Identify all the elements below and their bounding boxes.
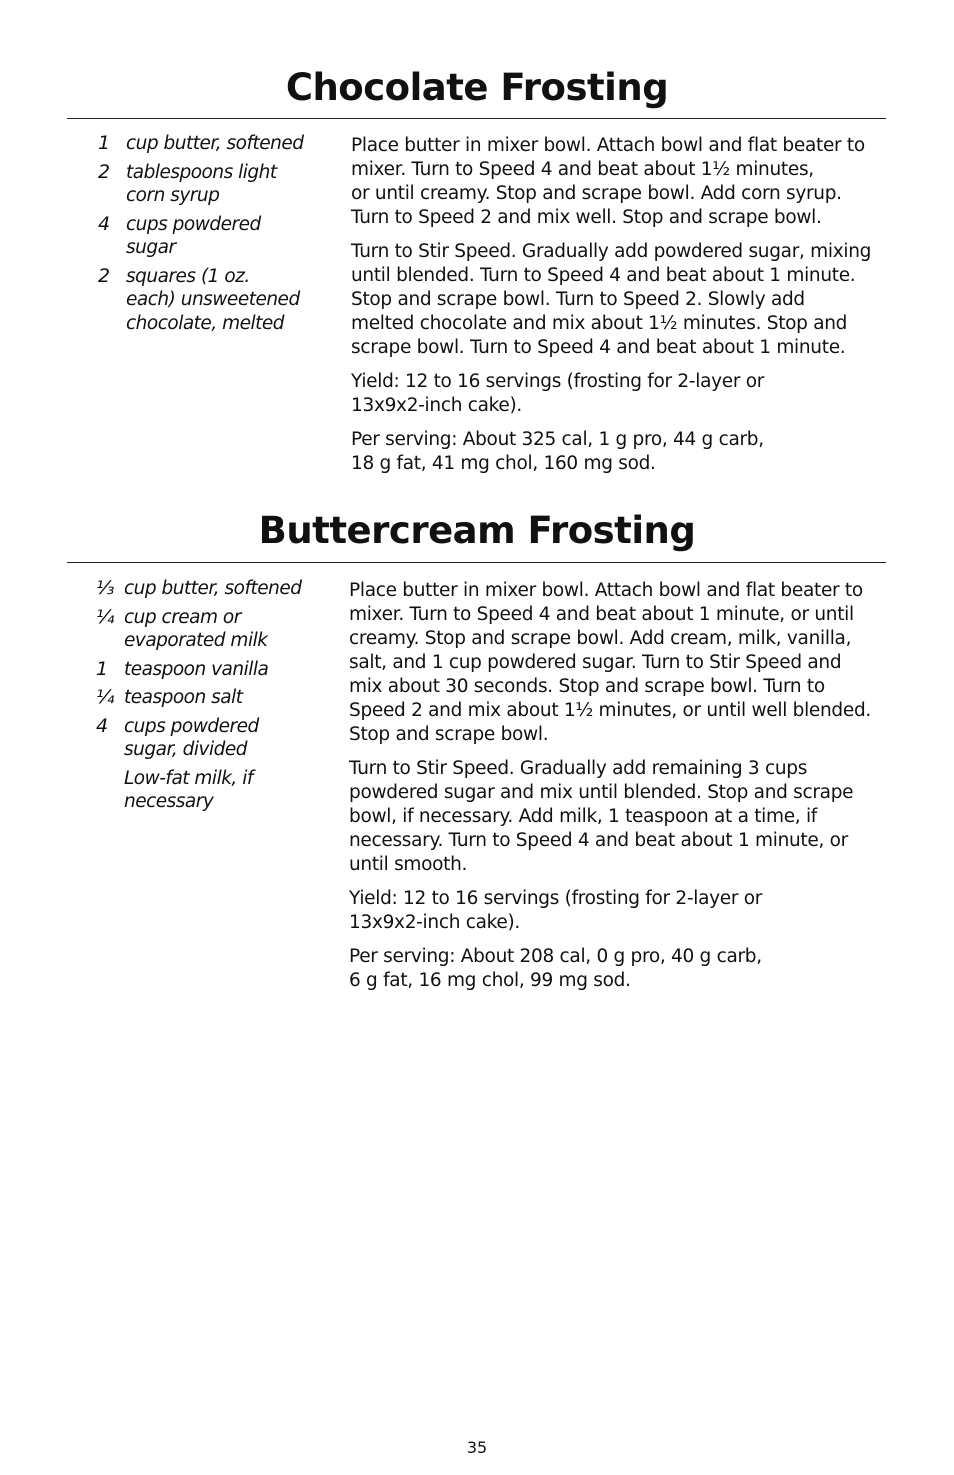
method-paragraph: Turn to Stir Speed. Gradually add remaining 3 cups powdered sugar and mix until blended. Stop and scrape bowl, if necessary. Add milk, 1 teaspoon at a time, if necessary. Turn to Speed 4 and beat about 1 minute, or until smooth. (349, 758, 854, 875)
yield-text: Yield: 12 to 16 servings (frosting for 2-layer or 13x9x2-inch cake). (351, 371, 765, 416)
method-paragraph: Place butter in mixer bowl. Attach bowl and flat beater to mixer. Turn to Speed 4 and beat about 1½ minutes, or until creamy. Stop and scrape bowl. Add corn syrup. Turn to Speed 2 and mix well. Stop and scrape bowl. (351, 135, 865, 228)
recipe-buttercream-frosting (0, 507, 954, 991)
ingredient-text: cup cream or evaporated milk (124, 606, 268, 651)
title-divider (67, 118, 886, 119)
ingredient-text: cups powdered sugar (126, 213, 261, 258)
ingredient-quantity: 2 (98, 264, 111, 287)
ingredient-quantity: 1 (98, 132, 111, 154)
ingredient-quantity: ⅓ (96, 577, 115, 599)
recipe-title: Buttercream Frosting (258, 509, 696, 552)
ingredient-list (96, 577, 336, 819)
ingredient-list (98, 132, 338, 340)
ingredient-quantity: 2 (98, 160, 111, 183)
ingredient-item (98, 213, 338, 260)
ingredient-text: Low-fat milk, if necessary (124, 767, 253, 812)
method-text (349, 579, 889, 1003)
ingredient-item (98, 161, 338, 208)
ingredient-quantity: 4 (98, 212, 111, 235)
nutrition-text: Per serving: About 325 cal, 1 g pro, 44 g carb, 18 g fat, 41 mg chol, 160 mg sod. (351, 429, 764, 474)
ingredient-quantity (96, 767, 124, 814)
yield-text: Yield: 12 to 16 servings (frosting for 2-layer or 13x9x2-inch cake). (349, 888, 763, 933)
ingredient-item (98, 265, 338, 336)
ingredient-text: cups powdered sugar, divided (124, 715, 259, 760)
ingredient-item (96, 577, 336, 601)
method-paragraph: Place butter in mixer bowl. Attach bowl and flat beater to mixer. Turn to Speed 4 and beat about 1 minute, or until creamy. Stop and scrape bowl. Add cream, milk, vanilla, salt, and 1 cup powdered sugar. Turn to Stir Speed and mix about 30 seconds. Stop and scrape bowl. Turn to Speed 2 and mix about 1½ minutes, or until well blended. Stop and scrape bowl. (349, 580, 871, 745)
method-paragraph: Turn to Stir Speed. Gradually add powdered sugar, mixing until blended. Turn to Speed 4 and beat about 1 minute. Stop and scrape bowl. Turn to Speed 2. Slowly add melted chocolate and mix about 1½ minutes. Stop and scrape bowl. Turn to Speed 4 and beat about 1 minute. (351, 241, 872, 358)
ingredient-item (96, 658, 336, 682)
page-number: 35 (466, 1438, 488, 1457)
title-divider (67, 562, 886, 563)
ingredient-text: teaspoon vanilla (124, 658, 269, 680)
ingredient-item (96, 715, 336, 762)
ingredient-quantity: ¼ (96, 605, 115, 628)
ingredient-text: cup butter, softened (126, 133, 304, 154)
ingredient-text: tablespoons light corn syrup (126, 161, 277, 206)
ingredient-text: cup butter, softened (124, 578, 302, 599)
ingredient-item (98, 132, 338, 156)
method-text (351, 134, 891, 486)
ingredient-text: teaspoon salt (124, 687, 243, 708)
ingredient-item (96, 767, 336, 814)
nutrition-text: Per serving: About 208 cal, 0 g pro, 40 g carb, 6 g fat, 16 mg chol, 99 mg sod. (349, 946, 762, 991)
ingredient-quantity: ¼ (96, 686, 115, 708)
ingredient-quantity: 1 (96, 657, 109, 680)
ingredient-text: squares (1 oz. each) unsweetened chocolate, melted (126, 265, 300, 334)
ingredient-item (96, 606, 336, 653)
recipe-title: Chocolate Frosting (285, 66, 669, 109)
recipe-chocolate-frosting (0, 64, 954, 474)
ingredient-item (96, 686, 336, 710)
ingredient-quantity: 4 (96, 714, 109, 737)
